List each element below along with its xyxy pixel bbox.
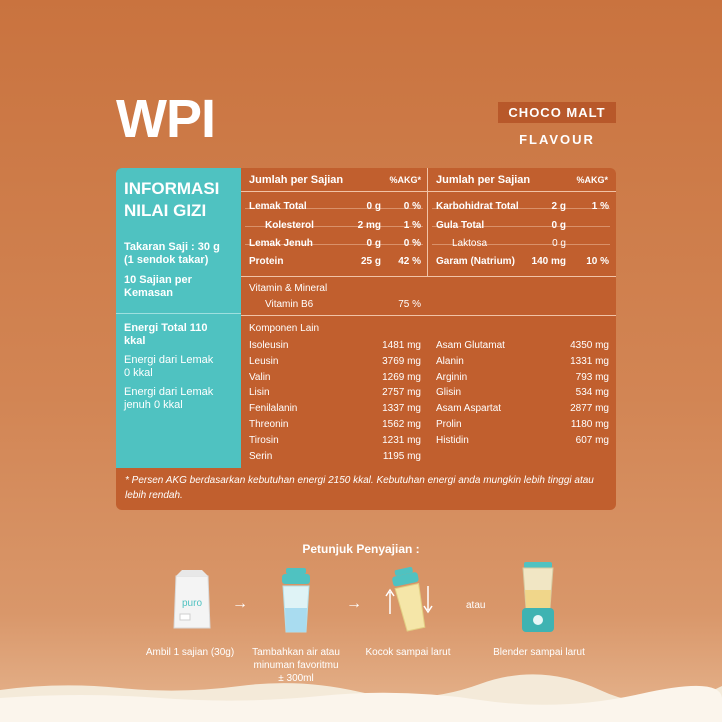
- component-name: Alanin: [436, 355, 464, 367]
- macro-amount: 140 mg: [531, 256, 566, 267]
- component-name: Serin: [249, 450, 273, 462]
- powder-wave-decoration: [0, 662, 722, 722]
- footnote: * Persen AKG berdasarkan kebutuhan energi 2150 kkal. Kebutuhan energi anda mungkin lebih tinggi atau lebih rendah.: [125, 475, 594, 501]
- column-divider: [427, 168, 428, 276]
- component-name: Arginin: [436, 371, 468, 383]
- macro-label: Garam (Natrium): [436, 256, 515, 267]
- macro-label: Lemak Total: [249, 201, 307, 212]
- macro-label: Lemak Jenuh: [249, 238, 313, 249]
- serving-size-line1: Takaran Saji : 30 g: [124, 241, 220, 253]
- component-value: 607 mg: [575, 434, 609, 446]
- component-name: Histidin: [436, 434, 469, 446]
- serving-instructions-title: Petunjuk Penyajian :: [302, 542, 420, 556]
- step2-line1: Tambahkan air atau: [252, 647, 340, 658]
- component-value: 534 mg: [575, 387, 609, 399]
- arrow-right-icon: →: [346, 595, 362, 612]
- step4-label: Blender sampai larut: [493, 647, 585, 658]
- bag-brand-text: puro: [181, 598, 203, 609]
- nutrition-panel: [116, 168, 616, 510]
- macro-amount: 0 g: [551, 220, 566, 231]
- blender-icon: [518, 562, 558, 634]
- step2-line2: minuman favoritmu: [253, 660, 339, 671]
- vitamin-akg: 75 %: [398, 299, 421, 310]
- component-name: Asam Glutamat: [436, 340, 505, 351]
- total-energy-line1: Energi Total 110: [124, 322, 208, 334]
- macro-label: Gula Total: [436, 220, 485, 231]
- shaker-bottle-icon: [278, 568, 314, 634]
- fat-energy-line1: Energi dari Lemak: [124, 354, 214, 366]
- component-value: 1331 mg: [570, 355, 609, 367]
- nutrition-table: [241, 168, 616, 468]
- vitamin-name: Vitamin B6: [265, 299, 314, 310]
- components-title: Komponen Lain: [249, 323, 320, 334]
- macros-divider: [241, 276, 616, 277]
- total-energy: [124, 322, 208, 348]
- macro-label: Karbohidrat Total: [436, 201, 519, 212]
- component-value: 1269 mg: [382, 371, 421, 383]
- step2-line3: ± 300ml: [278, 673, 314, 684]
- brand-title: WPI: [116, 89, 215, 149]
- step1-label: Ambil 1 sajian (30g): [145, 647, 235, 658]
- component-value: 1180 mg: [570, 419, 609, 430]
- or-label: atau: [466, 600, 486, 611]
- component-name: Asam Aspartat: [436, 403, 502, 415]
- component-value: 1481 mg: [382, 340, 421, 351]
- macro-amount: 25 g: [360, 256, 381, 267]
- macro-amount: 0 g: [366, 201, 381, 212]
- vitamins-divider: [241, 315, 616, 316]
- header-akg-left: %AKG*: [389, 175, 421, 185]
- sidebar-divider: [116, 313, 241, 314]
- component-name: Threonin: [249, 419, 289, 430]
- header-amount-right: Jumlah per Sajian: [436, 174, 531, 186]
- component-value: 1562 mg: [382, 419, 421, 430]
- component-name: Fenilalanin: [249, 403, 298, 415]
- component-name: Valin: [249, 371, 271, 383]
- serving-size-line2: (1 sendok takar): [124, 254, 209, 266]
- component-value: 2757 mg: [382, 387, 421, 399]
- macro-label: Kolesterol: [265, 220, 314, 231]
- nutrition-title: [124, 178, 219, 222]
- total-energy-line2: kkal: [124, 335, 146, 347]
- macro-label: Laktosa: [452, 238, 488, 249]
- arrow-right-icon: →: [232, 595, 248, 612]
- macro-akg: 0 %: [403, 201, 421, 212]
- component-value: 1231 mg: [382, 434, 421, 446]
- macro-label: Protein: [249, 256, 284, 267]
- macro-amount: 2 mg: [357, 220, 381, 231]
- nutrition-sidebar: [116, 168, 241, 468]
- macro-amount: 0 g: [552, 238, 566, 249]
- nutrition-title-line1: INFORMASI: [124, 179, 220, 198]
- macro-amount: 0 g: [366, 238, 381, 249]
- header-divider: [241, 191, 616, 192]
- macro-amount: 2 g: [551, 201, 566, 212]
- component-name: Isoleusin: [249, 340, 289, 351]
- component-name: Glisin: [436, 387, 462, 399]
- component-value: 3769 mg: [382, 355, 421, 367]
- powder-bag-icon: [170, 570, 214, 632]
- servings-per-pack: [124, 274, 192, 300]
- component-value: 2877 mg: [570, 403, 609, 415]
- macro-akg: 10 %: [586, 256, 609, 267]
- fat-energy: [124, 354, 213, 380]
- serving-size: [124, 241, 220, 267]
- component-value: 1195 mg: [382, 450, 421, 462]
- component-name: Leusin: [249, 355, 279, 367]
- header-amount-left: Jumlah per Sajian: [249, 174, 344, 186]
- sat-energy-line1: Energi dari Lemak: [124, 386, 214, 398]
- component-value: 1337 mg: [382, 403, 421, 415]
- shaking-bottle-icon: [384, 566, 434, 636]
- component-value: 4350 mg: [570, 340, 609, 351]
- macro-akg: 1 %: [403, 220, 421, 231]
- macro-akg: 42 %: [398, 256, 421, 267]
- component-name: Tirosin: [249, 434, 279, 446]
- servings-line1: 10 Sajian per: [124, 274, 192, 286]
- macro-akg: 1 %: [591, 201, 609, 212]
- nutrition-title-line2: NILAI GIZI: [124, 201, 207, 220]
- servings-line2: Kemasan: [124, 287, 173, 299]
- header-akg-right: %AKG*: [576, 175, 608, 185]
- macro-akg: 0 %: [403, 238, 421, 249]
- step3-label: Kocok sampai larut: [365, 647, 451, 658]
- sat-energy-line2: jenuh 0 kkal: [124, 399, 183, 411]
- vitamins-title: Vitamin & Mineral: [249, 283, 328, 294]
- saturated-fat-energy: [124, 386, 213, 412]
- component-name: Prolin: [436, 419, 462, 430]
- component-value: 793 mg: [575, 371, 609, 383]
- fat-energy-line2: 0 kkal: [124, 367, 153, 379]
- flavour-badge: CHOCO MALT: [498, 102, 616, 123]
- flavour-word: FLAVOUR: [519, 132, 595, 147]
- component-name: Lisin: [249, 387, 270, 399]
